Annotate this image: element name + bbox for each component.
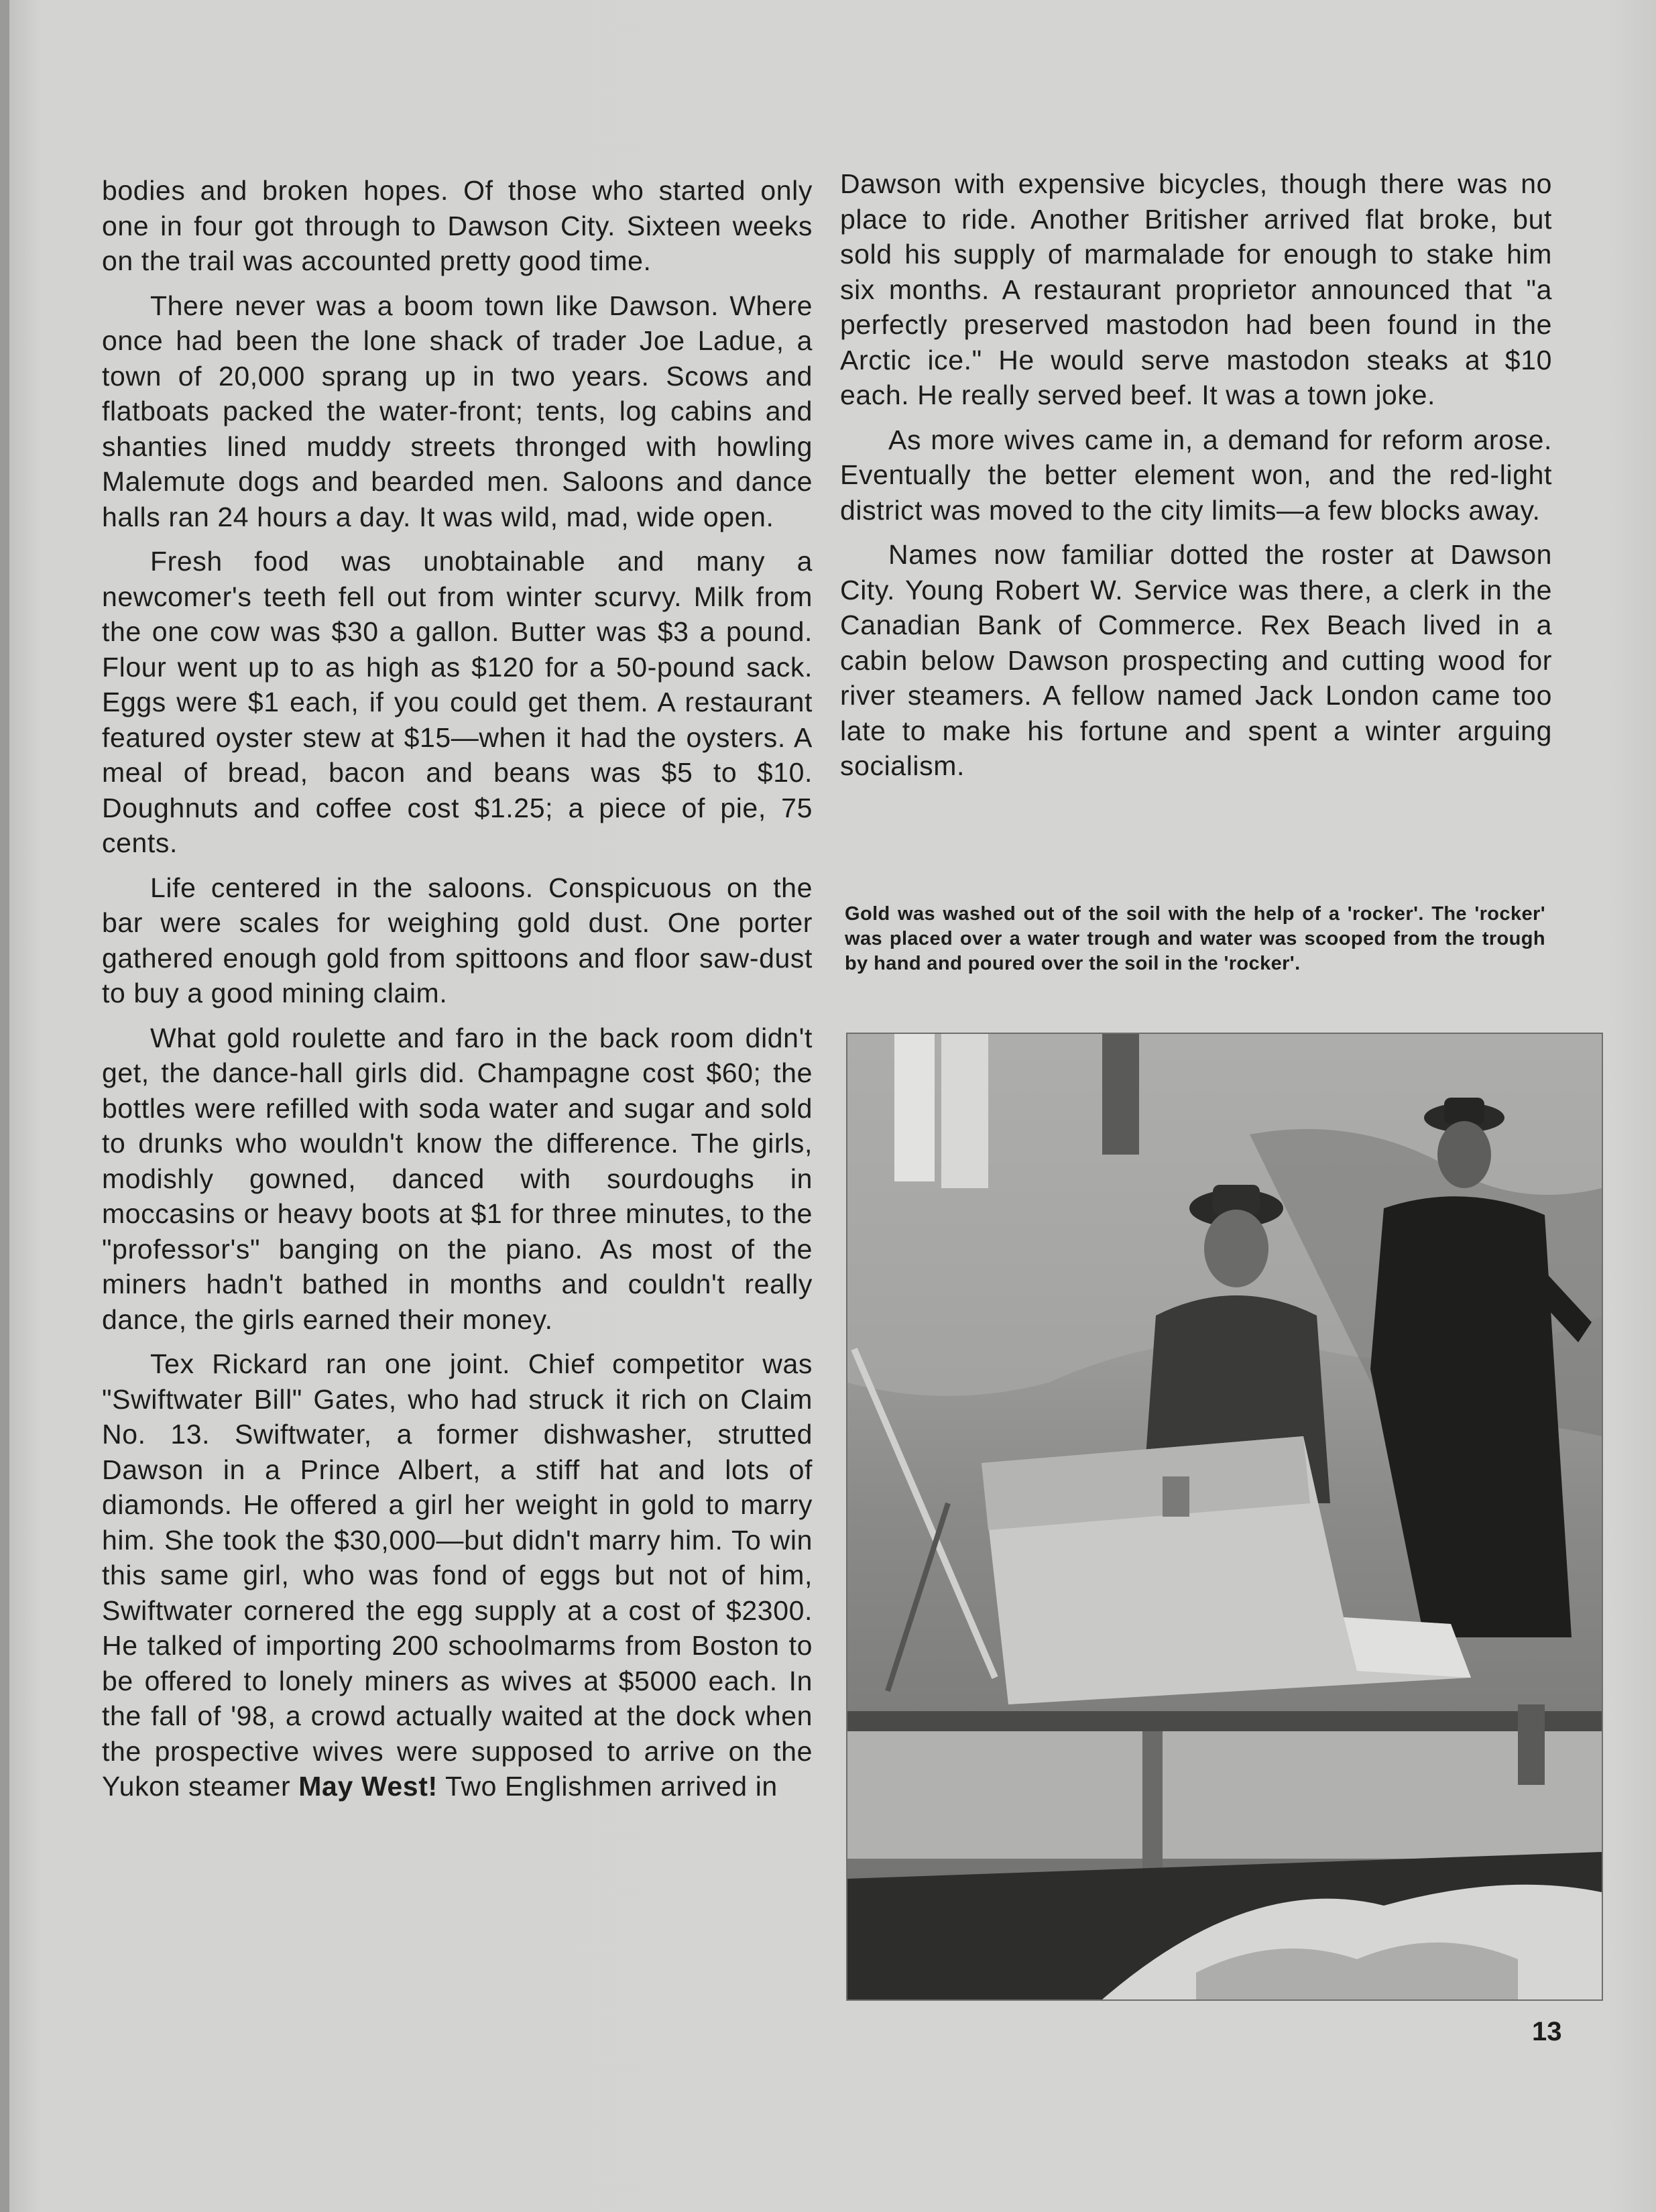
page-number: 13 xyxy=(1532,2017,1562,2046)
paragraph xyxy=(102,1346,813,1804)
photo-illustration xyxy=(847,1034,1602,1999)
photo-caption: Gold was washed out of the soil with the help of a 'rocker'. The 'rocker' was placed over a water trough and water was scooped from the trough by hand and poured over the soil in the 'rocker'. xyxy=(845,903,1545,974)
paragraph: Names now familiar dotted the roster at Dawson City. Young Robert W. Service was there, a clerk in the Canadian Bank of Commerce. Rex Beach lived in a cabin below Dawson prospecting and cutting wood for river steamers. A fellow named Jack London came too late to make his fortune and spent a winter arguing socialism. xyxy=(840,539,1552,781)
paragraph: Life centered in the saloons. Conspicuous on the bar were scales for weighing gold dust. One porter gathered enough gold from spittoons and floor saw-dust to buy a good mining claim. xyxy=(102,872,813,1008)
paragraph-text: Tex Rickard ran one joint. Chief competitor was "Swiftwater Bill" Gates, who had struck it rich on Claim No. 13. Swiftwater, a former dishwasher, strutted Dawson in a Prince Albert, a stiff hat and lots of diamonds. He offered a girl her weight in gold to marry him. She took the $30,000—but didn't marry him. To win this same girl, who was fond of eggs but not of him, Swiftwater cornered the egg supply at a cost of $2300. He talked of importing 200 schoolmarms from Boston to be offered to lonely miners as wives at $5000 each. In the fall of '98, a crowd actually waited at the dock when the prospective wives were supposed to arrive on the Yukon steamer xyxy=(102,1348,813,1802)
paragraph: Fresh food was unobtainable and many a newcomer's teeth fell out from winter scurvy. Milk from the one cow was $30 a gallon. Butter was $3 a pound. Flour went up to as high as $120 for a 50-pound sack. Eggs were $1 each, if you could get them. A restaurant featured oyster stew at $15—when it had the oysters. A meal of bread, bacon and beans was $5 to $10. Doughnuts and coffee cost $1.25; a piece of pie, 75 cents. xyxy=(102,546,813,858)
paragraph: What gold roulette and faro in the back room didn't get, the dance-hall girls did. Champagne cost $60; the bottles were refilled with soda water and sugar and sold to drunks who wouldn't know the difference. The girls, modishly gowned, danced with sourdoughs in moccasins or heavy boots at $1 for three minutes, to the "professor's" banging on the piano. As most of the miners hadn't bathed in months and couldn't really dance, the girls earned their money. xyxy=(102,1022,813,1335)
paragraph: As more wives came in, a demand for reform arose. Eventually the better element won, and the red-light district was moved to the city limits—a few blocks away. xyxy=(840,424,1552,526)
paragraph-text: Two Englishmen arrived in xyxy=(445,1771,778,1802)
right-text-column xyxy=(840,166,1552,793)
left-text-column xyxy=(102,173,813,1814)
paragraph: There never was a boom town like Dawson. Where once had been the lone shack of trader Joe Ladue, a town of 20,000 sprang up in two years. Scows and flatboats packed the water-front; tents, log cabins and shanties lined muddy streets thronged with howling Malemute dogs and bearded men. Saloons and dance halls ran 24 hours a day. It was wild, mad, wide open. xyxy=(102,290,813,532)
rocker-photograph xyxy=(846,1033,1603,2001)
ship-name: May West! xyxy=(298,1771,438,1802)
paragraph: bodies and broken hopes. Of those who started only one in four got through to Dawson City. Sixteen weeks on the trail was accounted pretty good time. xyxy=(102,175,813,276)
binding-edge xyxy=(0,0,9,2212)
paragraph: Dawson with expensive bicycles, though there was no place to ride. Another Britisher arrived flat broke, but sold his supply of marmalade for enough to stake him six months. A restaurant proprietor announced that "a perfectly preserved mastodon had been found in the Arctic ice." He would serve mastodon steaks at $10 each. He really served beef. It was a town joke. xyxy=(840,168,1552,410)
